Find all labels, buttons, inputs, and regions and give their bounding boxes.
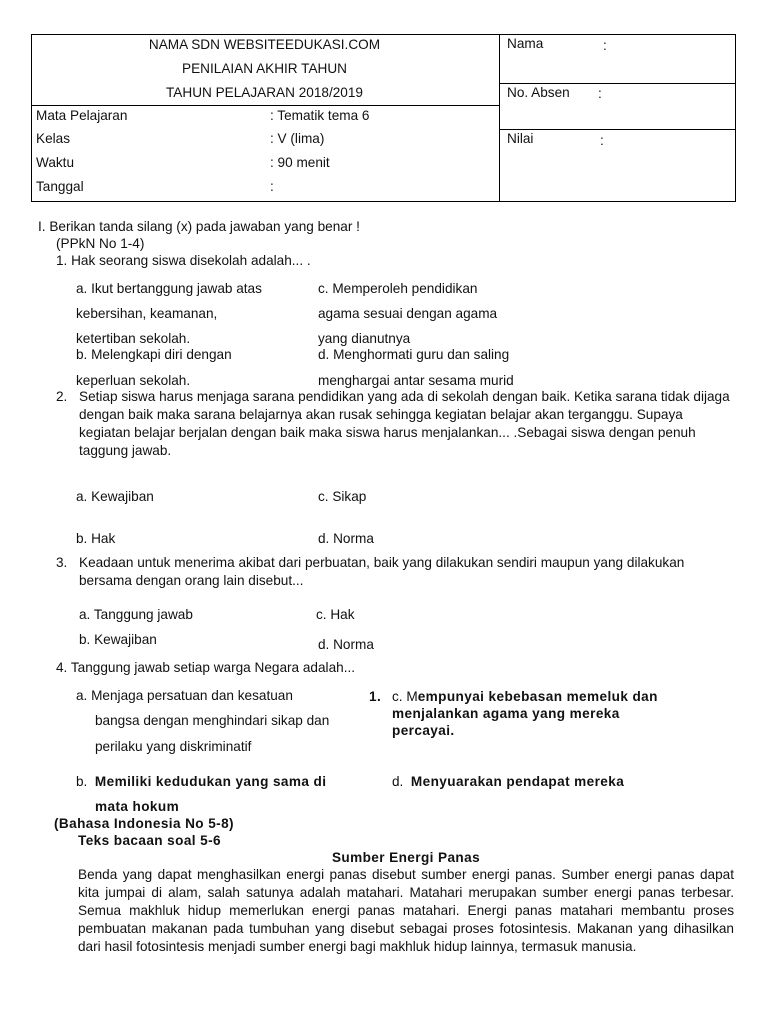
name-colon: :: [603, 38, 607, 53]
time-value: : 90 menit: [270, 155, 330, 170]
subject-value: : Tematik tema 6: [270, 108, 370, 123]
q1-option-d: d. Menghormati guru dan saling: [318, 347, 510, 362]
q4-option-a: a. Menjaga persatuan dan kesatuan: [76, 688, 293, 703]
question-2: Setiap siswa harus menjaga sarana pendidikan yang ada di sekolah dengan baik. Ketika sarana tidak dijaga dengan baik maka sarana belajarnya akan rusak sehingga kegiatan belajar akan terganggu. Supaya kegiatan belajar berjalan dengan baik maka siswa harus menjalankan... .Sebagai siswa dengan penuh taggung jawab.: [79, 389, 730, 458]
q4-option-c-line3: percayai.: [392, 723, 455, 738]
question-4: 4. Tanggung jawab setiap warga Negara adalah...: [56, 660, 356, 675]
q4-option-b: [76, 773, 326, 791]
question-3: Keadaan untuk menerima akibat dari perbuatan, baik yang dilakukan sendiri maupun yang dilakukan bersama dengan orang lain disebut...: [79, 555, 685, 588]
q1-option-b: b. Melengkapi diri dengan: [76, 347, 232, 362]
q3-option-b: b. Kewajiban: [79, 632, 157, 647]
q4-option-b-prefix: b.: [76, 774, 88, 789]
q4-option-a-line2: bangsa dengan menghindari sikap dan: [95, 713, 330, 728]
q2-number: 2.: [56, 389, 68, 404]
q4-list-number: 1.: [369, 689, 382, 704]
q1-option-c-line3: yang dianutnya: [318, 331, 411, 346]
q3-option-c: c. Hak: [316, 607, 355, 622]
q3-number: 3.: [56, 555, 68, 570]
reading-passage: Benda yang dapat menghasilkan energi panas disebut sumber energi panas. Sumber energi panas dapat kita jumpai di alam, salah satunya adalah matahari. Matahari merupakan sumber energi panas terbesar. Semua makhluk hidup memerlukan energi panas matahari. Energi panas matahari membantu proses pembuatan makanan pada tumbuhan yang disebut sebagai proses fotosintesis. Makanan yang dihasilkan dari hasil fotosintesis menjadi sumber energi bagi makhluk hidup lainnya, termasuk manusia.: [78, 867, 734, 954]
score-colon: :: [600, 133, 604, 148]
q2-option-a: a. Kewajiban: [76, 489, 154, 504]
absen-label: No. Absen: [507, 85, 570, 100]
date-value: :: [270, 179, 274, 194]
q1-option-c: c. Memperoleh pendidikan: [318, 281, 478, 296]
q1-option-b-line2: keperluan sekolah.: [76, 373, 191, 388]
q4-option-b-text: Memiliki kedudukan yang sama di: [94, 774, 327, 789]
absen-colon: :: [598, 86, 602, 101]
q1-option-d-line2: menghargai antar sesama murid: [318, 373, 514, 388]
q4-option-a-line3: perilaku yang diskriminatif: [95, 739, 252, 754]
question-1: 1. Hak seorang siswa disekolah adalah... .: [56, 253, 311, 268]
q1-option-a: a. Ikut bertanggung jawab atas: [76, 281, 262, 296]
q4-option-b-line2: mata hokum: [95, 799, 180, 814]
q1-option-a-line3: ketertiban sekolah.: [76, 331, 191, 346]
q4-option-c-text: empunyai kebebasan memeluk dan: [417, 689, 658, 704]
q4-option-c-line2: menjalankan agama yang mereka: [392, 706, 620, 721]
academic-year: TAHUN PELAJARAN 2018/2019: [166, 85, 363, 100]
q3-option-a: a. Tanggung jawab: [79, 607, 193, 622]
time-label: Waktu: [36, 155, 75, 170]
student-rule-2: [499, 129, 736, 130]
ppkn-label: (PPkN No 1-4): [56, 236, 145, 251]
reading-subheading: Teks bacaan soal 5-6: [78, 833, 222, 848]
header-rule: [32, 105, 499, 106]
q2-option-d: d. Norma: [318, 531, 374, 546]
assessment-title: PENILAIAN AKHIR TAHUN: [182, 61, 347, 76]
q4-option-d-prefix: d.: [392, 774, 404, 789]
q2-option-b: b. Hak: [76, 531, 116, 546]
q4-option-c: [392, 688, 658, 706]
school-name: NAMA SDN WEBSITEEDUKASI.COM: [148, 37, 381, 52]
subject-label: Mata Pelajaran: [36, 108, 128, 123]
name-label: Nama: [507, 36, 544, 51]
class-value: : V (lima): [270, 131, 325, 146]
q4-option-d: [392, 773, 624, 791]
instruction: I. Berikan tanda silang (x) pada jawaban yang benar !: [38, 219, 360, 234]
q4-option-d-text: Menyuarakan pendapat mereka: [410, 774, 625, 789]
bahasa-heading: (Bahasa Indonesia No 5-8): [54, 816, 234, 831]
class-label: Kelas: [36, 131, 71, 146]
score-label: Nilai: [507, 131, 534, 146]
reading-title: Sumber Energi Panas: [331, 850, 481, 865]
q3-option-d: d. Norma: [318, 637, 374, 652]
date-label: Tanggal: [36, 179, 84, 194]
q4-option-c-prefix: c. M: [392, 689, 418, 704]
q1-option-c-line2: agama sesuai dengan agama: [318, 306, 498, 321]
q2-option-c: c. Sikap: [318, 489, 367, 504]
header-divider: [499, 35, 500, 201]
q1-option-a-line2: kebersihan, keamanan,: [76, 306, 218, 321]
